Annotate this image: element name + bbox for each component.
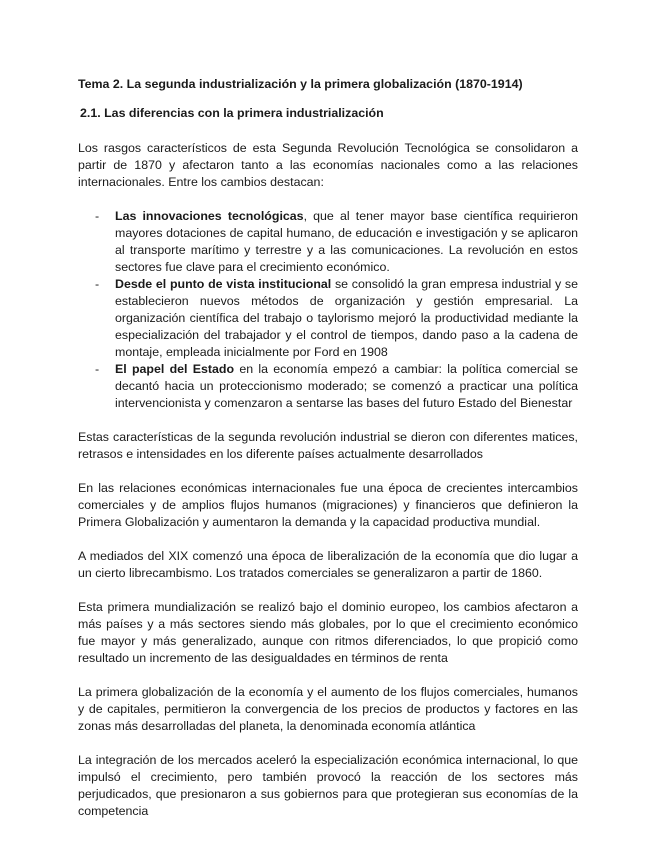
body-paragraph: Estas características de la segunda revolución industrial se dieron con diferentes matices, retrasos e intensidades en los diferente países actualmente desarrollados	[78, 430, 578, 461]
list-item	[78, 276, 578, 361]
changes-list	[78, 208, 578, 412]
list-bullet-dash: -	[95, 362, 100, 376]
body-paragraph: Esta primera mundialización se realizó bajo el dominio europeo, los cambios afectaron a más países y a más sectores siendo más globales, por lo que el crecimiento económico fue mayor y más generalizado, aunque con ritmos diferenciados, lo que propició como resultado un incremento de las desigualdades en términos de renta	[78, 600, 578, 665]
body-paragraph: A mediados del XIX comenzó una época de liberalización de la economía que dio lugar a un cierto librecambismo. Los tratados comerciales se generalizaron a partir de 1860.	[78, 549, 578, 580]
list-item	[78, 208, 578, 276]
list-item-text: , que al tener mayor base científica requirieron mayores dotaciones de capital humano, de educación e investigación y se aplicaron al transporte marítimo y terrestre y a las comunicaciones. La revolución en estos sectores fue clave para el crecimiento económico.	[115, 209, 578, 274]
body-paragraph: La integración de los mercados aceleró la especialización económica internacional, lo que impulsó el crecimiento, pero también provocó la reacción de los sectores más perjudicados, que presionaron a sus gobiernos para que protegieran sus economías de la competencia	[78, 753, 578, 818]
document-page	[78, 76, 578, 837]
document-title: Tema 2. La segunda industrialización y la primera globalización (1870-1914)	[78, 77, 523, 91]
list-item-text: en la economía empezó a cambiar: la política comercial se decantó hacia un proteccionismo moderado; se comenzó a practicar una política intervencionista y comenzaron a sentarse las bases del futuro Estado del Bienestar	[115, 362, 578, 410]
intro-paragraph: Los rasgos característicos de esta Segunda Revolución Tecnológica se consolidaron a partir de 1870 y afectaron tanto a las economías nacionales como a las relaciones internacionales. Entre los cambios destacan:	[78, 141, 578, 189]
list-bullet-dash: -	[95, 277, 100, 291]
section-heading: 2.1. Las diferencias con la primera industrialización	[80, 106, 384, 120]
list-item-term: El papel del Estado	[115, 362, 235, 376]
body-paragraph: En las relaciones económicas internacionales fue una época de crecientes intercambios comerciales y de amplios flujos humanos (migraciones) y financieros que definieron la Primera Globalización y aumentaron la demanda y la capacidad productiva mundial.	[78, 481, 578, 529]
list-item-term: Desde el punto de vista institucional	[115, 277, 332, 291]
list-bullet-dash: -	[95, 209, 100, 223]
list-item	[78, 361, 578, 412]
list-item-text: se consolidó la gran empresa industrial y se establecieron nuevos métodos de organización y gestión empresarial. La organización científica del trabajo o taylorismo mejoró la productividad mediante la especialización del trabajador y el control de tiempos, dando paso a la cadena de montaje, empleada inicialmente por Ford en 1908	[115, 277, 579, 359]
list-item-term: Las innovaciones tecnológicas	[115, 209, 304, 223]
body-paragraph: La primera globalización de la economía y el aumento de los flujos comerciales, humanos y de capitales, permitieron la convergencia de los precios de productos y factores en las zonas más desarrolladas del planeta, la denominada economía atlántica	[78, 685, 578, 733]
